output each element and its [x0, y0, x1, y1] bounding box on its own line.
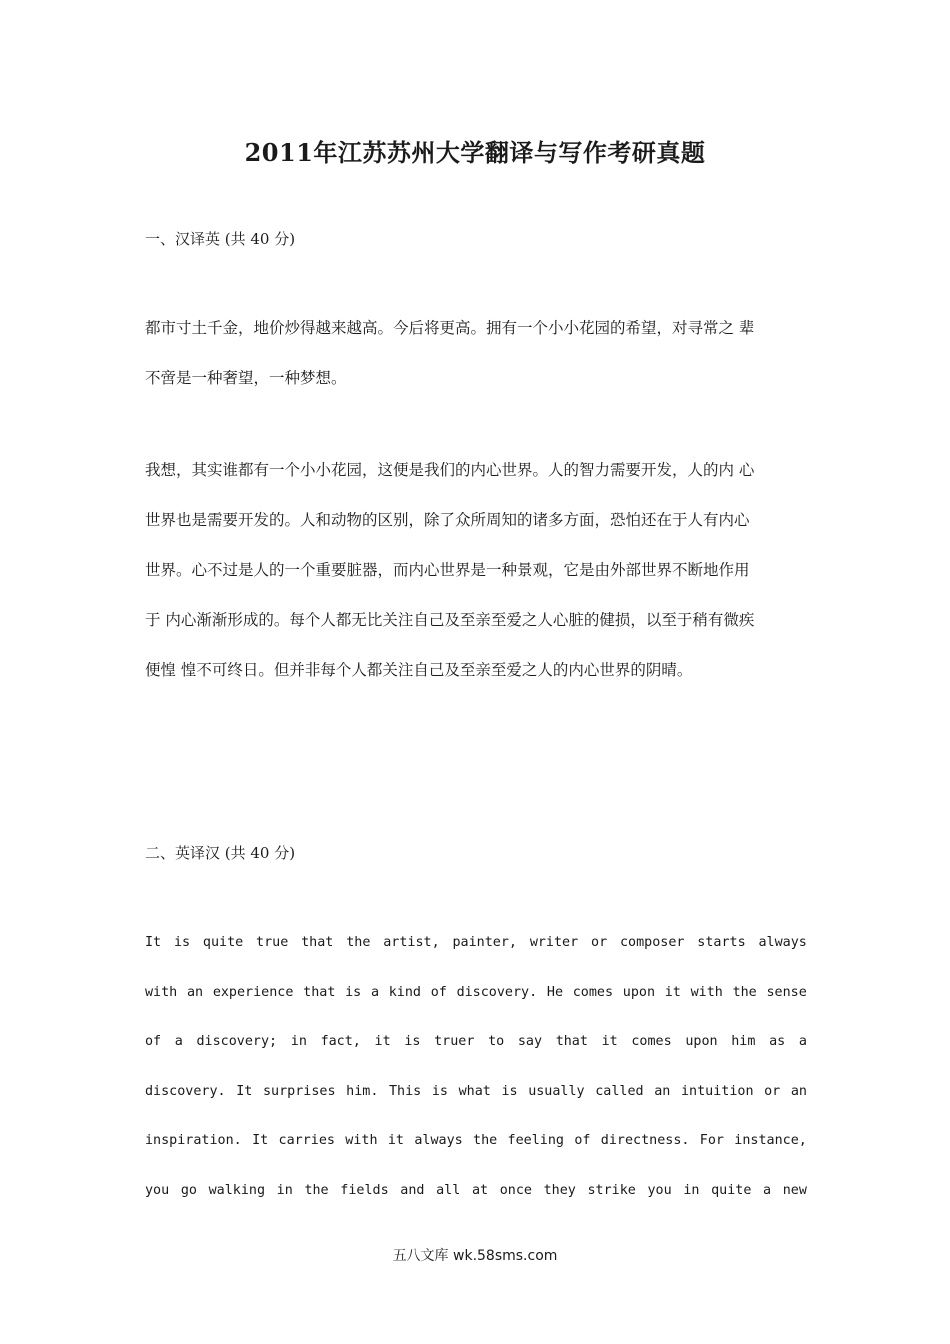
chinese-paragraph-1 — [145, 303, 807, 403]
text-line: 我想，其实谁都有一个小小花园，这便是我们的内心世界。人的智力需要开发，人的内 心 — [145, 461, 755, 479]
text-line: 于 内心渐渐形成的。每个人都无比关注自己及至亲至爱之人心脏的健损，以至于稍有微疾 — [145, 611, 755, 629]
text-line: 不啻是一种奢望，一种梦想。 — [145, 369, 347, 387]
text-line: discovery. It surprises him. This is what is usually called an intuition or an — [145, 1083, 807, 1099]
text-line: 便惶 惶不可终日。但并非每个人都关注自己及至亲至爱之人的内心世界的阴晴。 — [145, 661, 693, 679]
text-line: 世界也是需要开发的。人和动物的区别，除了众所周知的诸多方面，恐怕还在于人有内心 — [145, 511, 750, 529]
page-title: 2011年江苏苏州大学翻译与写作考研真题 — [244, 138, 706, 167]
text-line: It is quite true that the artist, painter, writer or composer starts always — [145, 935, 807, 950]
text-line: 世界。心不过是人的一个重要脏器，而内心世界是一种景观，它是由外部世界不断地作用 — [145, 561, 750, 579]
text-line: 都市寸土千金，地价炒得越来越高。今后将更高。拥有一个小小花园的希望，对寻常之 辈 — [145, 319, 755, 337]
text-line: inspiration. It carries with it always the feeling of directness. For instance, — [145, 1133, 807, 1149]
english-paragraph — [145, 918, 807, 1216]
text-line: of a discovery; in fact, it is truer to say that it comes upon him as a — [145, 1034, 807, 1050]
text-line: you go walking in the fields and all at once they strike you in quite a new — [145, 1182, 807, 1198]
section-heading-2: 二、英译汉 (共 40 分) — [145, 844, 296, 862]
chinese-paragraph-2 — [145, 445, 807, 695]
footer-watermark: 五八文库 wk.58sms.com — [392, 1248, 558, 1264]
section-heading-1: 一、汉译英 (共 40 分) — [145, 230, 296, 248]
text-line: with an experience that is a kind of discovery. He comes upon it with the sense — [145, 984, 807, 1000]
